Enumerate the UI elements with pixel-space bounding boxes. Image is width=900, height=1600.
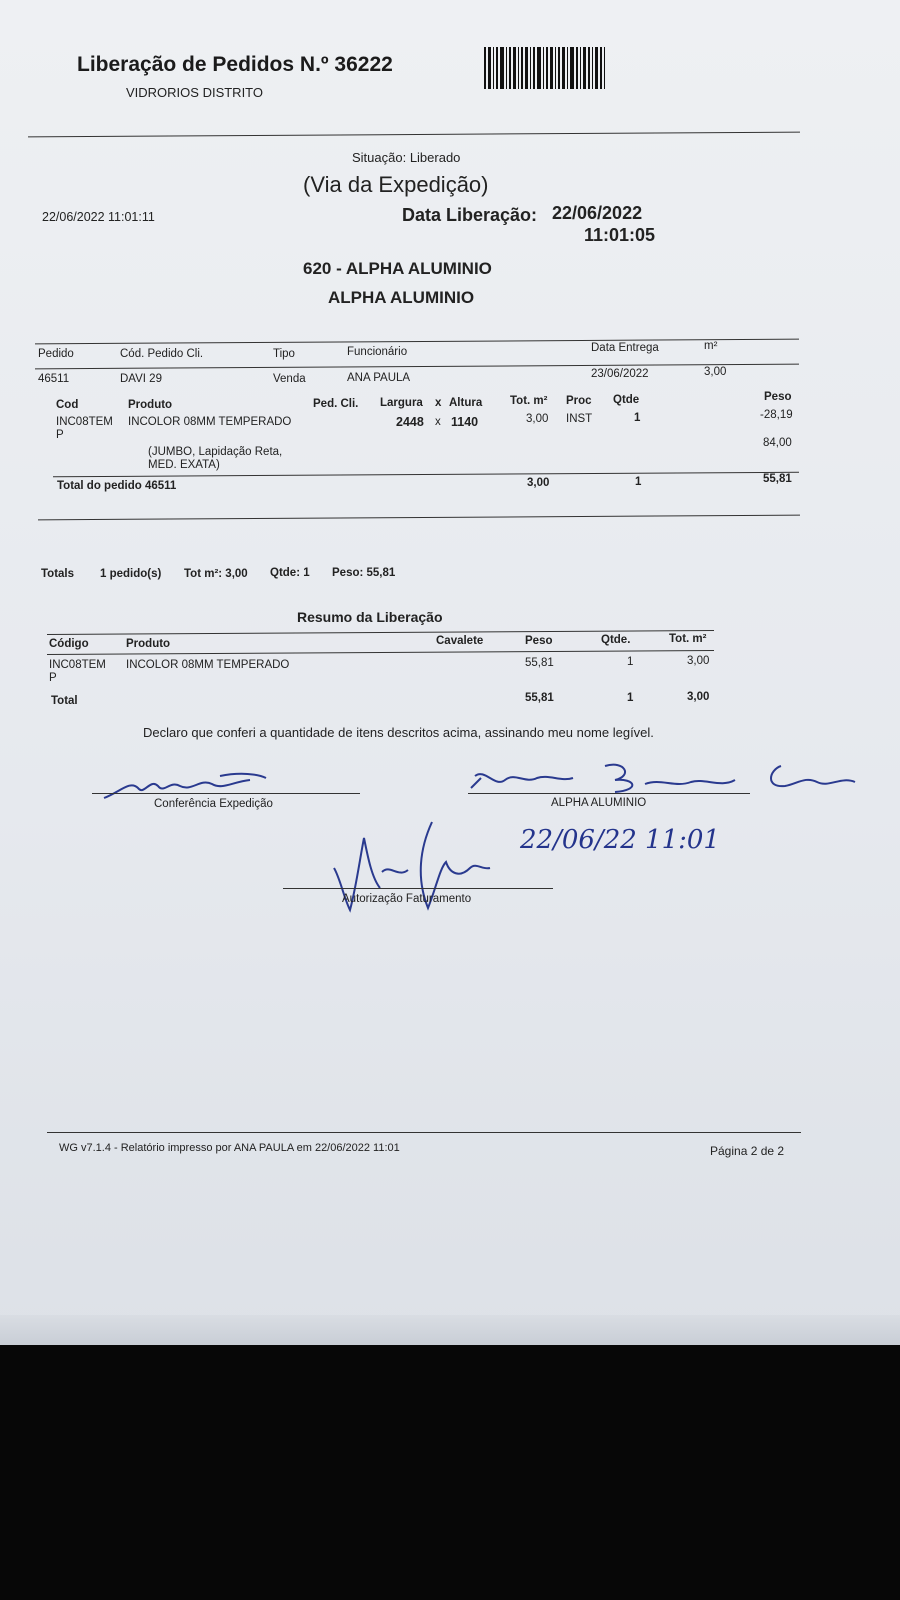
dark-background bbox=[0, 1345, 900, 1600]
col-largura: Largura bbox=[380, 397, 423, 409]
resumo-col-peso: Peso bbox=[525, 635, 553, 647]
col-ped-cli: Ped. Cli. bbox=[313, 398, 359, 410]
footer-printed-by: WG v7.1.4 - Relatório impresso por ANA PAULA em 22/06/2022 11:01 bbox=[59, 1142, 400, 1154]
item-desc-line2: MED. EXATA) bbox=[148, 459, 220, 471]
item-x: x bbox=[435, 416, 441, 428]
resumo-codigo-line1: INC08TEM bbox=[49, 659, 106, 671]
item-produto: INCOLOR 08MM TEMPERADO bbox=[128, 416, 292, 428]
client-signature-line bbox=[468, 793, 750, 794]
col-tipo: Tipo bbox=[273, 348, 295, 360]
col-data-entrega: Data Entrega bbox=[591, 342, 659, 354]
handwritten-date: 22/06/22 11:01 bbox=[520, 825, 720, 855]
client-code-name: 620 - ALPHA ALUMINIO bbox=[303, 259, 492, 278]
value-pedido: 46511 bbox=[38, 373, 70, 385]
release-date: 22/06/2022 bbox=[552, 203, 643, 223]
order-total-qtde: 1 bbox=[635, 476, 642, 488]
item-desc-line1: (JUMBO, Lapidação Reta, bbox=[148, 446, 283, 458]
conferencia-label: Conferência Expedição bbox=[154, 798, 273, 810]
barcode bbox=[484, 47, 618, 89]
print-datetime: 22/06/2022 11:01:11 bbox=[42, 210, 155, 224]
value-m2: 3,00 bbox=[704, 366, 727, 378]
totals-peso: Peso: 55,81 bbox=[332, 567, 396, 579]
conferencia-line bbox=[92, 793, 360, 794]
resumo-col-tot-m2: Tot. m² bbox=[669, 633, 707, 645]
client-name: ALPHA ALUMINIO bbox=[328, 288, 475, 307]
item-qtde: 1 bbox=[634, 412, 641, 424]
resumo-total-qtde: 1 bbox=[627, 692, 634, 704]
resumo-codigo-line2: P bbox=[49, 672, 57, 684]
totals-qtde: Qtde: 1 bbox=[270, 567, 310, 579]
resumo-col-produto: Produto bbox=[126, 638, 171, 650]
col-m2: m² bbox=[704, 340, 718, 352]
client-signature bbox=[465, 758, 865, 802]
value-tipo: Venda bbox=[273, 373, 306, 385]
col-x: x bbox=[435, 397, 442, 409]
document-title: Liberação de Pedidos N.º 36222 bbox=[77, 53, 393, 76]
release-label: Data Liberação: bbox=[402, 205, 538, 225]
resumo-col-cavalete: Cavalete bbox=[436, 635, 484, 647]
col-tot-m2: Tot. m² bbox=[510, 395, 548, 407]
col-cod-pedido-cli: Cód. Pedido Cli. bbox=[120, 348, 204, 360]
resumo-col-codigo: Código bbox=[49, 638, 89, 650]
item-peso-1: -28,19 bbox=[760, 409, 793, 421]
client-signature-label: ALPHA ALUMINIO bbox=[551, 797, 647, 809]
item-tot-m2: 3,00 bbox=[526, 413, 549, 425]
item-altura: 1140 bbox=[451, 415, 479, 429]
resumo-peso: 55,81 bbox=[525, 657, 554, 669]
col-pedido: Pedido bbox=[38, 348, 74, 360]
paper-edge bbox=[0, 1315, 900, 1345]
resumo-produto: INCOLOR 08MM TEMPERADO bbox=[126, 659, 290, 671]
col-altura: Altura bbox=[449, 397, 483, 409]
resumo-qtde: 1 bbox=[627, 656, 634, 668]
autorizacao-label: Autorização Faturamento bbox=[342, 893, 472, 905]
value-cod-pedido-cli: DAVI 29 bbox=[120, 373, 162, 385]
order-total-label: Total do pedido 46511 bbox=[57, 480, 177, 492]
item-cod-line2: P bbox=[56, 429, 64, 441]
status-text: Situação: Liberado bbox=[352, 150, 461, 165]
totals-tot-m2: Tot m²: 3,00 bbox=[184, 568, 248, 580]
resumo-total-label: Total bbox=[51, 695, 78, 707]
col-peso: Peso bbox=[764, 391, 792, 403]
col-qtde: Qtde bbox=[613, 394, 640, 406]
value-funcionario: ANA PAULA bbox=[347, 372, 411, 384]
footer-line bbox=[47, 1132, 801, 1133]
item-cod-line1: INC08TEM bbox=[56, 416, 113, 428]
col-produto: Produto bbox=[128, 399, 173, 411]
value-data-entrega: 23/06/2022 bbox=[591, 368, 649, 380]
footer-page-number: Página 2 de 2 bbox=[710, 1144, 785, 1158]
col-funcionario: Funcionário bbox=[347, 346, 408, 358]
resumo-total-tot-m2: 3,00 bbox=[687, 691, 710, 703]
item-peso-2: 84,00 bbox=[763, 437, 792, 449]
totals-label: Totals bbox=[41, 568, 75, 580]
item-largura: 2448 bbox=[396, 415, 424, 429]
release-time: 11:01:05 bbox=[584, 225, 656, 245]
resumo-col-qtde: Qtde. bbox=[601, 634, 631, 646]
totals-pedidos: 1 pedido(s) bbox=[100, 568, 162, 580]
company-name: VIDRORIOS DISTRITO bbox=[126, 85, 263, 100]
via-label: (Via da Expedição) bbox=[303, 172, 489, 197]
autorizacao-line bbox=[283, 888, 553, 889]
col-cod: Cod bbox=[56, 399, 79, 411]
order-total-m2: 3,00 bbox=[527, 477, 550, 489]
resumo-tot-m2: 3,00 bbox=[687, 655, 710, 667]
order-total-peso: 55,81 bbox=[763, 473, 792, 485]
resumo-title: Resumo da Liberação bbox=[297, 609, 443, 625]
item-proc: INST bbox=[566, 413, 593, 425]
declaration-text: Declaro que conferi a quantidade de itens descritos acima, assinando meu nome legível. bbox=[143, 725, 654, 740]
col-proc: Proc bbox=[566, 395, 592, 407]
resumo-total-peso: 55,81 bbox=[525, 692, 554, 704]
